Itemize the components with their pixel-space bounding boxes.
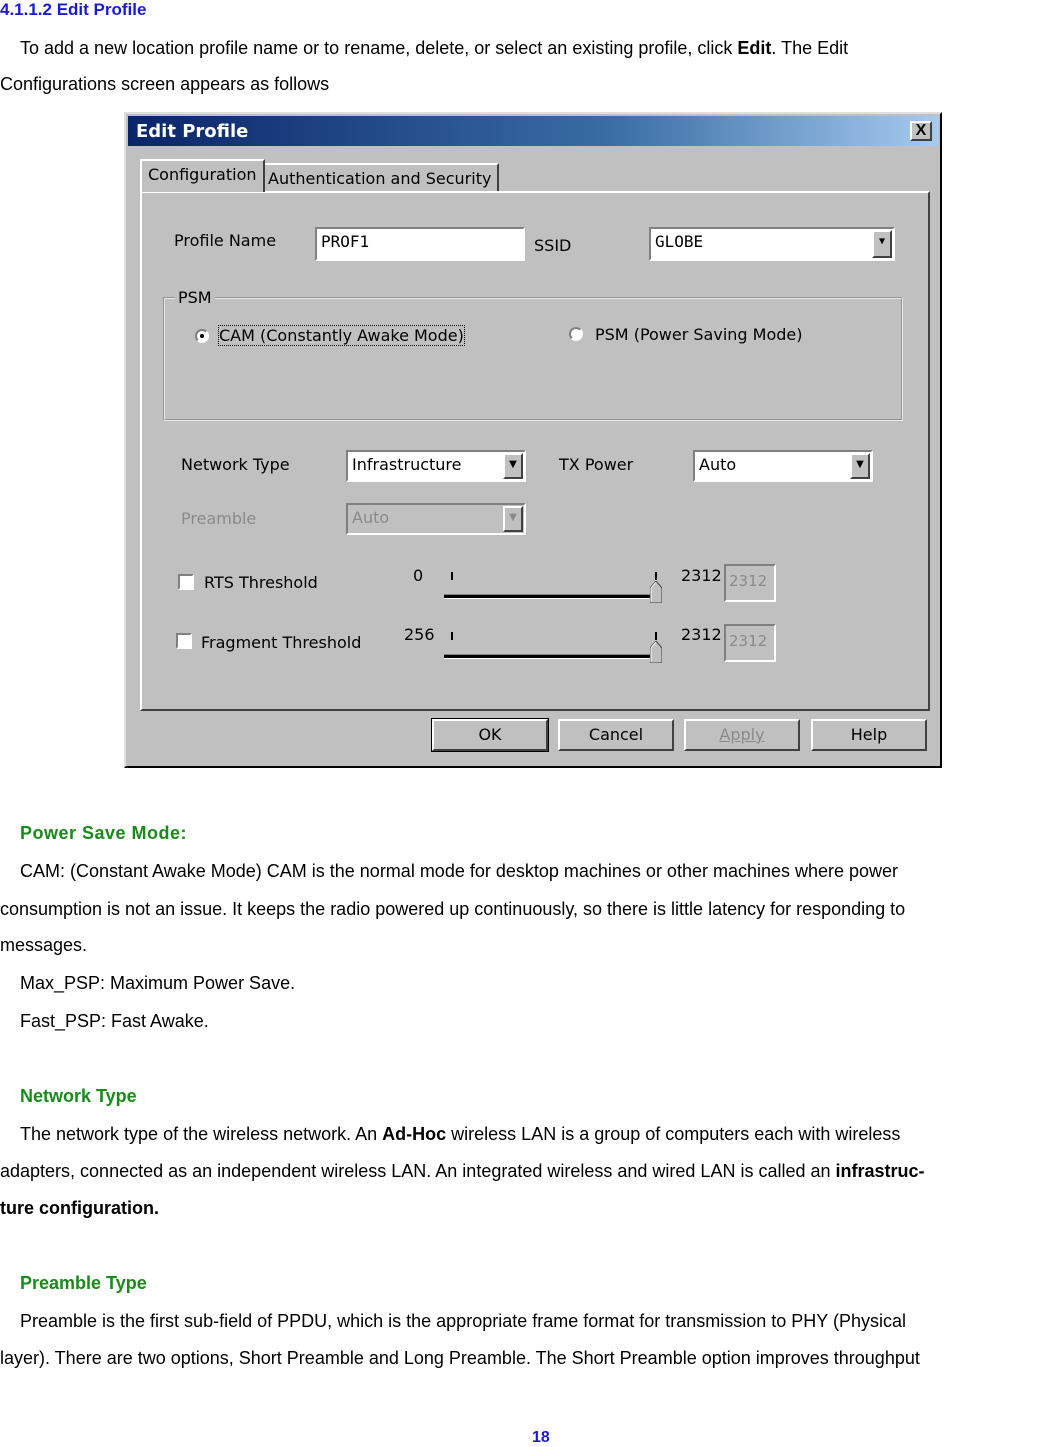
intro-text: To add a new location profile name or to rename, delete, or select an existing profile, click <box>20 38 738 58</box>
fragment-tick-min <box>451 632 453 640</box>
chevron-down-icon[interactable]: ▼ <box>872 230 892 258</box>
dialog-title: Edit Profile <box>136 121 249 142</box>
rts-checkbox[interactable] <box>178 574 194 590</box>
network-type-value: Infrastructure <box>352 455 462 474</box>
preamble-line2: layer). There are two options, Short Preamble and Long Preamble. The Short Preamble option improves throughput <box>0 1348 920 1368</box>
page-number: 18 <box>532 1429 550 1446</box>
chevron-down-icon[interactable]: ▼ <box>503 453 523 479</box>
network-type-heading: Network Type <box>20 1086 137 1106</box>
psm-max-psp: Max_PSP: Maximum Power Save. <box>20 973 296 993</box>
section-heading: 4.1.1.2 Edit Profile <box>0 0 147 19</box>
psm-line2: consumption is not an issue. It keeps the radio powered up continuously, so there is little latency for responding to <box>0 899 906 919</box>
psm-radio-label[interactable]: PSM (Power Saving Mode) <box>595 325 803 344</box>
rts-label: RTS Threshold <box>204 573 318 592</box>
rts-tick-min <box>451 572 453 580</box>
intro-bold: Edit <box>737 38 772 58</box>
rts-value-input: 2312 <box>724 564 776 602</box>
profile-name-label: Profile Name <box>174 231 277 250</box>
network-type-dropdown[interactable] <box>346 450 526 482</box>
chevron-down-icon[interactable]: ▼ <box>850 453 870 479</box>
fragment-label: Fragment Threshold <box>201 633 362 652</box>
intro-line2: Configurations screen appears as follows <box>0 74 330 94</box>
rts-min: 0 <box>413 566 424 585</box>
psm-group <box>163 288 903 421</box>
psm-fast-psp: Fast_PSP: Fast Awake. <box>20 1011 209 1031</box>
fragment-min: 256 <box>404 625 435 644</box>
preamble-line1: Preamble is the first sub-field of PPDU, which is the appropriate frame format for transmission to PHY (Physical <box>20 1311 907 1331</box>
fragment-value-input: 2312 <box>724 624 776 662</box>
ssid-dropdown[interactable] <box>649 227 895 261</box>
dialog-titlebar <box>128 116 938 146</box>
network-text: adapters, connected as an independent wireless LAN. An integrated wireless and wired LAN is called an <box>0 1161 836 1181</box>
preamble-dropdown <box>346 503 526 535</box>
network-text: wireless LAN is a group of computers each with wireless <box>446 1124 901 1144</box>
preamble-type-heading: Preamble Type <box>20 1273 147 1293</box>
help-button[interactable]: Help <box>811 719 927 751</box>
power-save-heading: Power Save Mode: <box>20 823 188 843</box>
chevron-down-icon: ▼ <box>503 506 523 532</box>
cancel-button[interactable]: Cancel <box>558 719 674 751</box>
preamble-value: Auto <box>352 508 390 527</box>
cam-radio[interactable] <box>195 329 209 343</box>
fragment-checkbox[interactable] <box>176 633 192 649</box>
network-line1 <box>20 1124 900 1144</box>
tab-configuration[interactable]: Configuration <box>140 159 265 192</box>
intro-paragraph <box>20 38 848 58</box>
cam-radio-label[interactable]: CAM (Constantly Awake Mode) <box>219 326 464 345</box>
rts-tick-max <box>655 572 657 580</box>
network-line3 <box>0 1198 159 1218</box>
psm-group-label: PSM <box>175 288 215 307</box>
edit-profile-dialog <box>124 112 942 768</box>
fragment-slider-track[interactable] <box>444 654 662 659</box>
ok-button[interactable]: OK <box>432 719 548 751</box>
rts-slider-thumb[interactable] <box>650 581 662 603</box>
close-icon[interactable]: X <box>910 121 932 141</box>
fragment-tick-max <box>655 632 657 640</box>
network-bold-configuration: ture configuration. <box>0 1198 159 1218</box>
apply-button: Apply <box>684 719 800 751</box>
profile-name-input[interactable]: PROF1 <box>315 227 525 261</box>
network-line2 <box>0 1161 925 1181</box>
tx-power-dropdown[interactable] <box>693 450 873 482</box>
preamble-label: Preamble <box>181 509 257 528</box>
ssid-label: SSID <box>534 236 572 255</box>
network-bold-infrastructure: infrastruc- <box>835 1161 925 1181</box>
rts-slider-track[interactable] <box>444 594 662 599</box>
tx-power-value: Auto <box>699 455 737 474</box>
network-bold-adhoc: Ad-Hoc <box>382 1124 447 1144</box>
fragment-max: 2312 <box>681 625 722 644</box>
psm-radio[interactable] <box>569 327 583 341</box>
ssid-value: GLOBE <box>655 232 704 251</box>
network-text: The network type of the wireless network. An <box>20 1124 383 1144</box>
rts-max: 2312 <box>681 566 722 585</box>
intro-text-end: . The Edit <box>771 38 849 58</box>
tx-power-label: TX Power <box>559 455 634 474</box>
psm-line1: CAM: (Constant Awake Mode) CAM is the normal mode for desktop machines or other machines where power <box>20 861 899 881</box>
tab-authentication-security[interactable]: Authentication and Security <box>260 163 499 193</box>
psm-line3: messages. <box>0 935 88 955</box>
network-type-label: Network Type <box>181 455 290 474</box>
fragment-slider-thumb[interactable] <box>650 641 662 663</box>
